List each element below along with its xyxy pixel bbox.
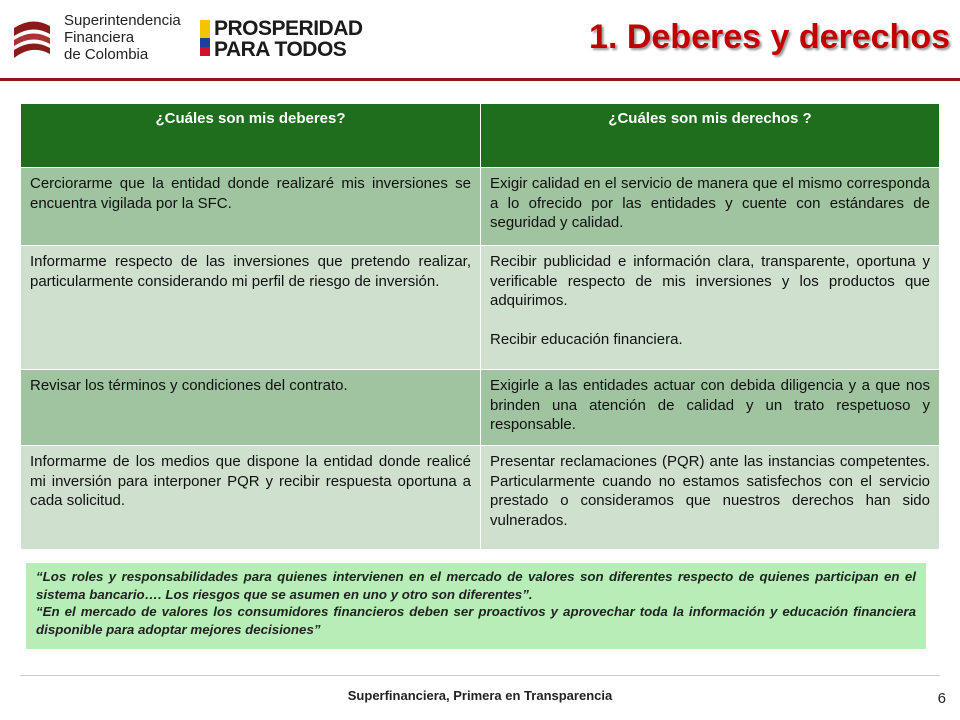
derecho-cell <box>481 246 940 370</box>
column-header-deberes: ¿Cuáles son mis deberes? <box>21 104 481 168</box>
table-row <box>21 168 940 246</box>
prosperidad-logo <box>200 16 363 62</box>
table-row <box>21 246 940 370</box>
derecho-cell: Exigir calidad en el servicio de manera que el mismo corresponda a lo ofrecido por las entidades y cuente con estándares de seguridad y calidad. <box>481 168 940 246</box>
slide-header <box>0 0 960 80</box>
deber-cell: Revisar los términos y condiciones del contrato. <box>21 370 481 446</box>
footer-tagline: Superfinanciera, Primera en Transparencia <box>347 688 613 703</box>
prosperidad-line: PARA TODOS <box>214 38 347 61</box>
derecho-text: Recibir publicidad e información clara, transparente, oportuna y verificable respecto de mis inversiones y los productos que adquirimos. <box>490 253 930 309</box>
derecho-cell: Presentar reclamaciones (PQR) ante las instancias competentes. Particularmente cuando no estamos satisfechos con el servicio prestado o consideramos que nuestros derechos han sido vulnerados. <box>481 446 940 550</box>
quote-paragraph: “Los roles y responsabilidades para quienes intervienen en el mercado de valores son diferentes respecto de quienes participan en el sistema bancario…. Los riesgos que se asumen en uno y otro son diferentes”. <box>36 569 916 602</box>
page-number: 6 <box>937 690 946 707</box>
table-header-row <box>21 104 940 168</box>
prosperidad-text <box>214 18 363 60</box>
sfc-logo-line: Financiera <box>64 29 135 46</box>
derecho-extra-text: Recibir educación financiera. <box>490 330 683 348</box>
quote-paragraph: “En el mercado de valores los consumidores financieros deben ser proactivos y aprovechar toda la información y educación financiera disponible para adoptar mejores decisiones” <box>36 604 916 637</box>
deber-cell: Informarme respecto de las inversiones que pretendo realizar, particularmente considerando mi perfil de riesgo de inversión. <box>21 246 481 370</box>
sfc-logo-icon <box>8 16 56 64</box>
sfc-logo-text <box>64 12 181 63</box>
colombia-flag-icon <box>200 20 210 56</box>
deberes-derechos-table <box>20 103 939 550</box>
table-row <box>21 446 940 550</box>
prosperidad-line: PROSPERIDAD <box>214 17 363 40</box>
table-row <box>21 370 940 446</box>
sfc-logo <box>8 12 181 68</box>
column-header-derechos: ¿Cuáles son mis derechos ? <box>481 104 940 168</box>
footer-divider <box>20 675 940 676</box>
sfc-logo-line: de Colombia <box>64 46 149 63</box>
deber-cell: Informarme de los medios que dispone la entidad donde realicé mi inversión para interponer PQR y recibir respuesta oportuna a cada solicitud. <box>21 446 481 550</box>
derecho-cell: Exigirle a las entidades actuar con debida diligencia y a que nos brinden una atención de calidad y un trato respetuoso y responsable. <box>481 370 940 446</box>
slide-title: 1. Deberes y derechos <box>589 18 950 56</box>
quote-box <box>26 563 926 649</box>
deber-cell: Cerciorarme que la entidad donde realizaré mis inversiones se encuentra vigilada por la SFC. <box>21 168 481 246</box>
header-divider <box>0 78 960 81</box>
sfc-logo-line: Superintendencia <box>64 12 181 29</box>
